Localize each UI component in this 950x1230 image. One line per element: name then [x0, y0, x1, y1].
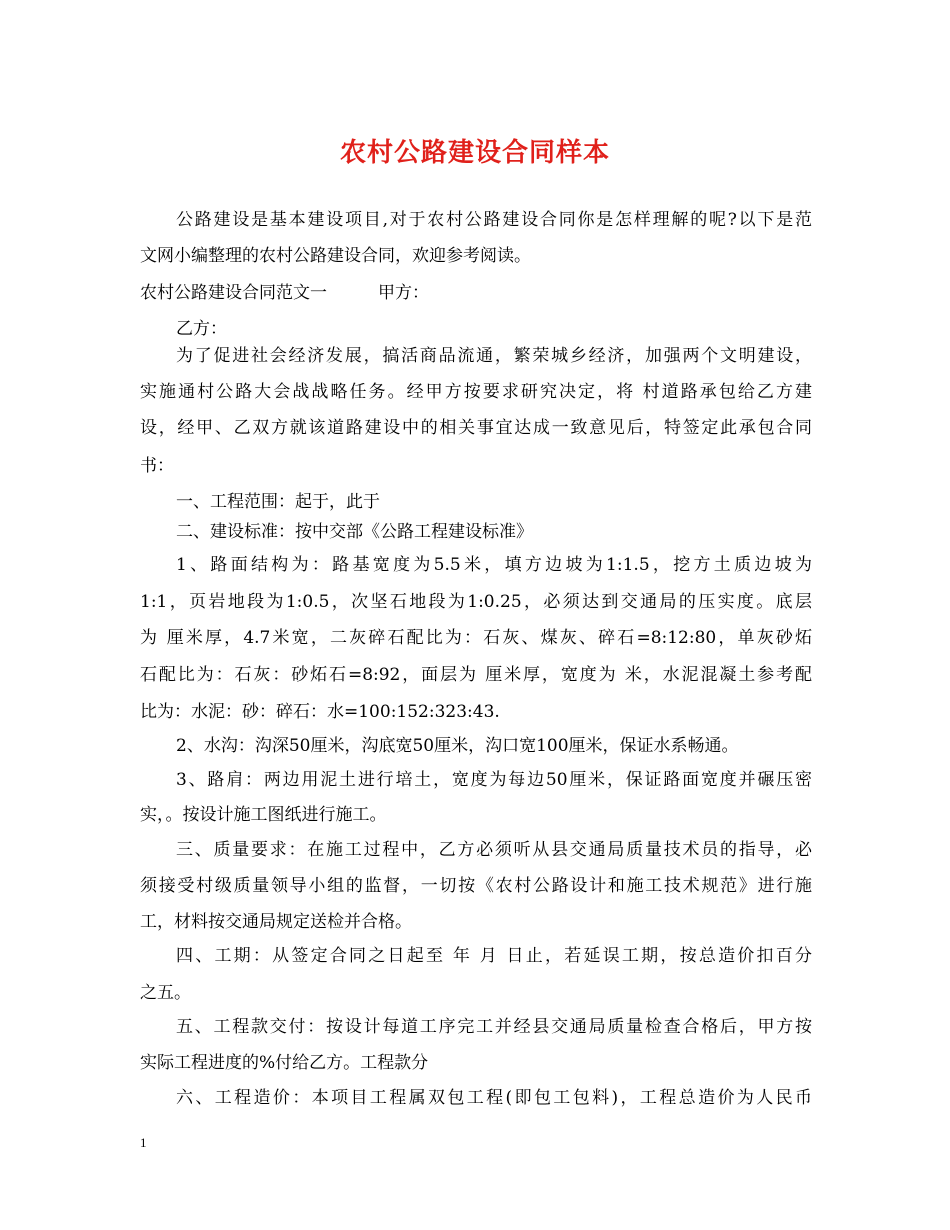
paragraph-line: 2、水沟：沟深50厘米，沟底宽50厘米，沟口宽100厘米，保证水系畅通。	[176, 736, 739, 756]
paragraph-line: 五、工程款交付：按设计每道工序完工并经县交通局质量检查合格后，甲方按	[176, 1017, 812, 1037]
paragraph-line: 三、质量要求：在施工过程中，乙方必须听从县交通局质量技术员的指导，必	[176, 840, 812, 860]
paragraph-line: 一、工程范围：起于，此于	[176, 492, 380, 512]
paragraph-line: 六、工程造价：本项目工程属双包工程(即包工包料)，工程总造价为人民币	[176, 1088, 812, 1108]
paragraph-line: 实际工程进度的%付给乙方。工程款分	[140, 1053, 429, 1073]
paragraph-line: 石配比为：石灰：砂炻石=8:92，面层为 厘米厚，宽度为 米，水泥混凝土参考配	[140, 665, 812, 685]
paragraph-line: 须接受村级质量领导小组的监督，一切按《农村公路设计和施工技术规范》进行施	[140, 876, 812, 896]
paragraph-line: 公路建设是基本建设项目,对于农村公路建设合同你是怎样理解的呢?以下是范	[176, 210, 812, 230]
paragraph-line: 实，。按设计施工图纸进行施工。	[140, 805, 387, 825]
paragraph-line: 为 厘米厚，4.7米宽，二灰碎石配比为：石灰、煤灰、碎石=8:12:80，单灰砂炻	[140, 628, 812, 648]
paragraph-line: 实施通村公路大会战战略任务。经甲方按要求研究决定，将 村道路承包给乙方建	[140, 382, 812, 402]
paragraph-line: 文网小编整理的农村公路建设合同，欢迎参考阅读。	[140, 246, 531, 266]
paragraph-line: 设，经甲、乙双方就该道路建设中的相关事宜达成一致意见后，特签定此承包合同	[140, 418, 812, 438]
paragraph-line: 农村公路建设合同范文一 甲方：	[140, 283, 429, 303]
paragraph-line: 为了促进社会经济发展，搞活商品流通，繁荣城乡经济，加强两个文明建设，	[176, 346, 812, 366]
paragraph-line: 比为：水泥：砂：碎石：水=100:152:323:43.	[140, 702, 500, 722]
page-number: 1	[140, 1135, 147, 1150]
paragraph-line: 1:1，页岩地段为1:0.5，次坚石地段为1:0.25，必须达到交通局的压实度。底层	[140, 592, 812, 612]
paragraph-line: 乙方：	[176, 319, 227, 339]
paragraph-line: 工，材料按交通局规定送检并合格。	[140, 912, 412, 932]
paragraph-line: 书：	[140, 456, 174, 476]
paragraph-line: 3、路肩：两边用泥土进行培土，宽度为每边50厘米，保证路面宽度并碾压密	[176, 770, 812, 790]
paragraph-line: 1、路面结构为：路基宽度为5.5米，填方边坡为1:1.5，挖方土质边坡为	[176, 555, 812, 575]
paragraph-line: 二、建设标准：按中交部《公路工程建设标准》	[176, 522, 533, 542]
paragraph-line: 四、工期：从签定合同之日起至 年 月 日止，若延误工期，按总造价扣百分	[176, 946, 812, 966]
document-title: 农村公路建设合同样本	[339, 138, 610, 168]
paragraph-line: 之五。	[140, 983, 191, 1003]
